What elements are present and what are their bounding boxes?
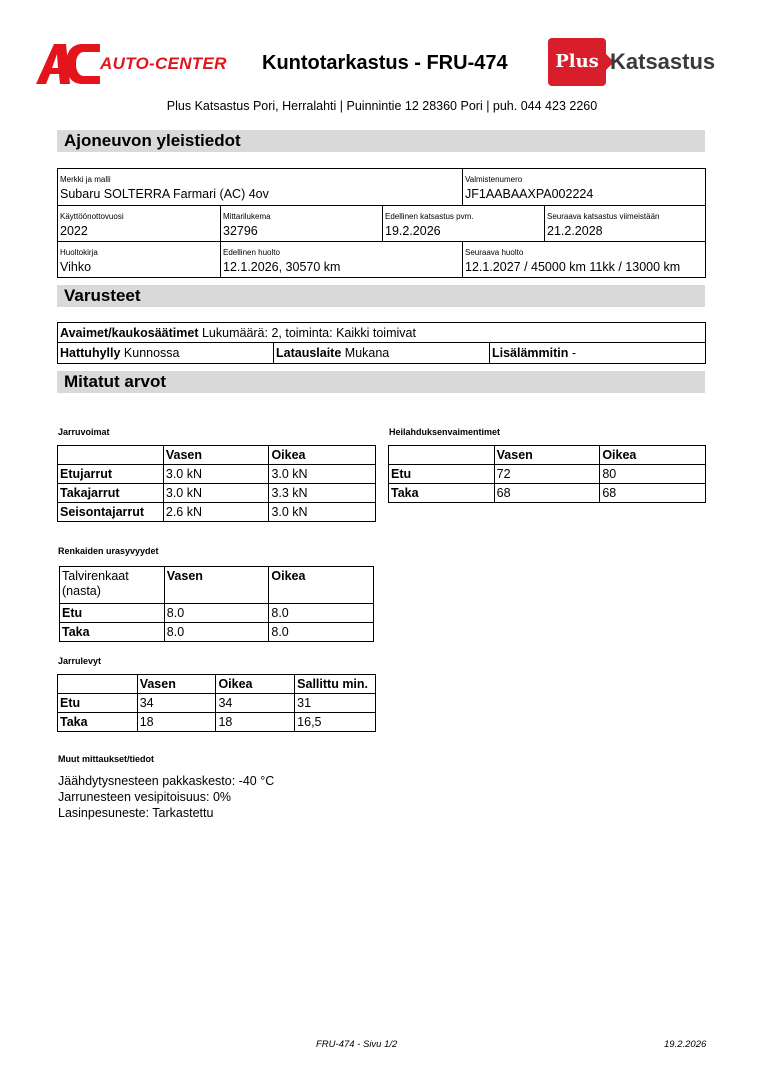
keys-value: Lukumäärä: 2, toiminta: Kaikki toimivat xyxy=(198,326,416,340)
next-service-value: 12.1.2027 / 45000 km 11kk / 13000 km xyxy=(465,260,681,274)
discs-table xyxy=(57,674,376,732)
vin-label: Valmistenumero xyxy=(465,175,523,184)
right-value: 8.0 xyxy=(269,623,374,642)
right-value: 80 xyxy=(600,465,706,484)
keys-row xyxy=(58,323,705,343)
table-header-row xyxy=(60,567,374,604)
left-value: 2.6 kN xyxy=(163,503,269,522)
footer-page-number: FRU-474 - Sivu 1/2 xyxy=(316,1039,398,1050)
section-equipment-title: Varusteet xyxy=(57,285,705,307)
heater-value: - xyxy=(568,346,577,360)
odometer-cell xyxy=(221,206,383,242)
row-label: Etu xyxy=(58,694,138,713)
footer-date: 19.2.2026 xyxy=(664,1039,707,1050)
left-value: 8.0 xyxy=(164,623,269,642)
charger-cell xyxy=(274,343,490,363)
row-label: Takajarrut xyxy=(58,484,164,503)
odometer-label: Mittarilukema xyxy=(223,212,271,221)
first-use-label: Käyttöönottovuosi xyxy=(60,212,124,221)
header-cell: Sallittu min. xyxy=(295,675,376,694)
brakes-title: Jarruvoimat xyxy=(58,427,110,437)
heater-cell xyxy=(490,343,705,363)
right-value: 68 xyxy=(600,484,706,503)
right-value: 3.0 kN xyxy=(269,503,376,522)
make-model-label: Merkki ja malli xyxy=(60,175,111,184)
right-value: 18 xyxy=(216,713,295,732)
table-row xyxy=(60,604,374,623)
table-row xyxy=(58,484,376,503)
table-row xyxy=(60,623,374,642)
row-label: Taka xyxy=(58,713,138,732)
auto-center-logo xyxy=(36,44,226,86)
left-value: 34 xyxy=(137,694,216,713)
page-title: Kuntotarkastus - FRU-474 xyxy=(262,52,508,74)
odometer-value: 32796 xyxy=(223,224,258,238)
make-model-value: Subaru SOLTERRA Farmari (AC) 4ov xyxy=(60,187,269,201)
section-general-title: Ajoneuvon yleistiedot xyxy=(57,130,705,152)
left-value: 3.0 kN xyxy=(163,484,269,503)
prev-inspection-cell xyxy=(383,206,545,242)
brake-fluid-line: Jarrunesteen vesipitoisuus: 0% xyxy=(58,790,232,804)
tires-title: Renkaiden urasyvyydet xyxy=(58,546,159,556)
tires-table xyxy=(59,566,374,642)
vin-cell xyxy=(463,169,705,206)
plus-logo-box: Plus xyxy=(548,38,606,86)
next-inspection-label: Seuraava katsastus viimeistään xyxy=(547,212,660,221)
table-row xyxy=(389,484,706,503)
header-cell: Oikea xyxy=(600,446,706,465)
prev-inspection-label: Edellinen katsastus pvm. xyxy=(385,212,474,221)
plus-katsastus-logo xyxy=(548,38,728,88)
brakes-table xyxy=(57,445,376,522)
header-cell: Vasen xyxy=(137,675,216,694)
section-measured-title: Mitatut arvot xyxy=(57,371,705,393)
left-value: 8.0 xyxy=(164,604,269,623)
next-inspection-value: 21.2.2028 xyxy=(547,224,603,238)
left-value: 18 xyxy=(137,713,216,732)
other-measurements xyxy=(58,773,274,821)
katsastus-logo-text: Katsastus xyxy=(610,49,716,74)
left-value: 72 xyxy=(494,465,600,484)
first-use-cell xyxy=(58,206,221,242)
washer-fluid-line: Lasinpesuneste: Tarkastettu xyxy=(58,806,214,820)
table-row xyxy=(58,713,376,732)
min-value: 31 xyxy=(295,694,376,713)
hat-shelf-cell xyxy=(58,343,274,363)
header-cell xyxy=(58,446,164,465)
table-row xyxy=(58,694,376,713)
right-value: 3.3 kN xyxy=(269,484,376,503)
make-model-cell xyxy=(58,169,463,206)
table-header-row xyxy=(58,675,376,694)
hat-shelf-label: Hattuhylly xyxy=(60,346,121,360)
other-title: Muut mittaukset/tiedot xyxy=(58,754,154,764)
first-use-value: 2022 xyxy=(60,224,88,238)
table-header-row xyxy=(389,446,706,465)
table-row xyxy=(58,465,376,484)
service-book-value: Vihko xyxy=(60,260,92,274)
service-book-cell xyxy=(58,242,221,277)
prev-service-cell xyxy=(221,242,463,277)
right-value: 34 xyxy=(216,694,295,713)
left-value: 3.0 kN xyxy=(163,465,269,484)
coolant-line: Jäähdytysnesteen pakkaskesto: -40 °C xyxy=(58,774,275,788)
keys-label: Avaimet/kaukosäätimet xyxy=(60,326,199,340)
service-book-label: Huoltokirja xyxy=(60,248,98,257)
next-service-cell xyxy=(463,242,705,277)
header-cell: Oikea xyxy=(216,675,295,694)
header-cell: Oikea xyxy=(269,446,376,465)
row-label: Etu xyxy=(60,604,165,623)
discs-title: Jarrulevyt xyxy=(58,656,102,666)
auto-center-logo-text: AUTO-CENTER xyxy=(100,54,227,73)
header-cell xyxy=(58,675,138,694)
next-inspection-cell xyxy=(545,206,705,242)
vehicle-info-grid xyxy=(57,168,706,278)
left-value: 68 xyxy=(494,484,600,503)
shocks-title: Heilahduksenvaimentimet xyxy=(389,427,501,437)
min-value: 16,5 xyxy=(295,713,376,732)
row-label: Taka xyxy=(389,484,495,503)
vin-value: JF1AABAAXPA002224 xyxy=(465,187,594,201)
header-cell: Vasen xyxy=(164,567,269,604)
header-cell xyxy=(389,446,495,465)
prev-service-value: 12.1.2026, 30570 km xyxy=(223,260,341,274)
prev-inspection-value: 19.2.2026 xyxy=(385,224,441,238)
right-value: 3.0 kN xyxy=(269,465,376,484)
header-cell: Oikea xyxy=(269,567,374,604)
next-service-label: Seuraava huolto xyxy=(465,248,524,257)
header-cell: Vasen xyxy=(163,446,269,465)
tire-type-label: Talvirenkaat (nasta) xyxy=(60,567,165,604)
table-header-row xyxy=(58,446,376,465)
row-label: Etujarrut xyxy=(58,465,164,484)
heater-label: Lisälämmitin xyxy=(492,346,569,360)
row-label: Etu xyxy=(389,465,495,484)
shocks-table xyxy=(388,445,706,503)
auto-center-logo-mark xyxy=(36,44,100,84)
charger-value: Mukana xyxy=(341,346,390,360)
charger-label: Latauslaite xyxy=(276,346,342,360)
right-value: 8.0 xyxy=(269,604,374,623)
table-row xyxy=(58,503,376,522)
contact-info: Plus Katsastus Pori, Herralahti | Puinnintie 12 28360 Pori | puh. 044 423 2260 xyxy=(166,99,598,113)
equipment-grid xyxy=(57,322,706,364)
row-label: Seisontajarrut xyxy=(58,503,164,522)
header-cell: Vasen xyxy=(494,446,600,465)
prev-service-label: Edellinen huolto xyxy=(223,248,280,257)
row-label: Taka xyxy=(60,623,165,642)
table-row xyxy=(389,465,706,484)
hat-shelf-value: Kunnossa xyxy=(120,346,180,360)
